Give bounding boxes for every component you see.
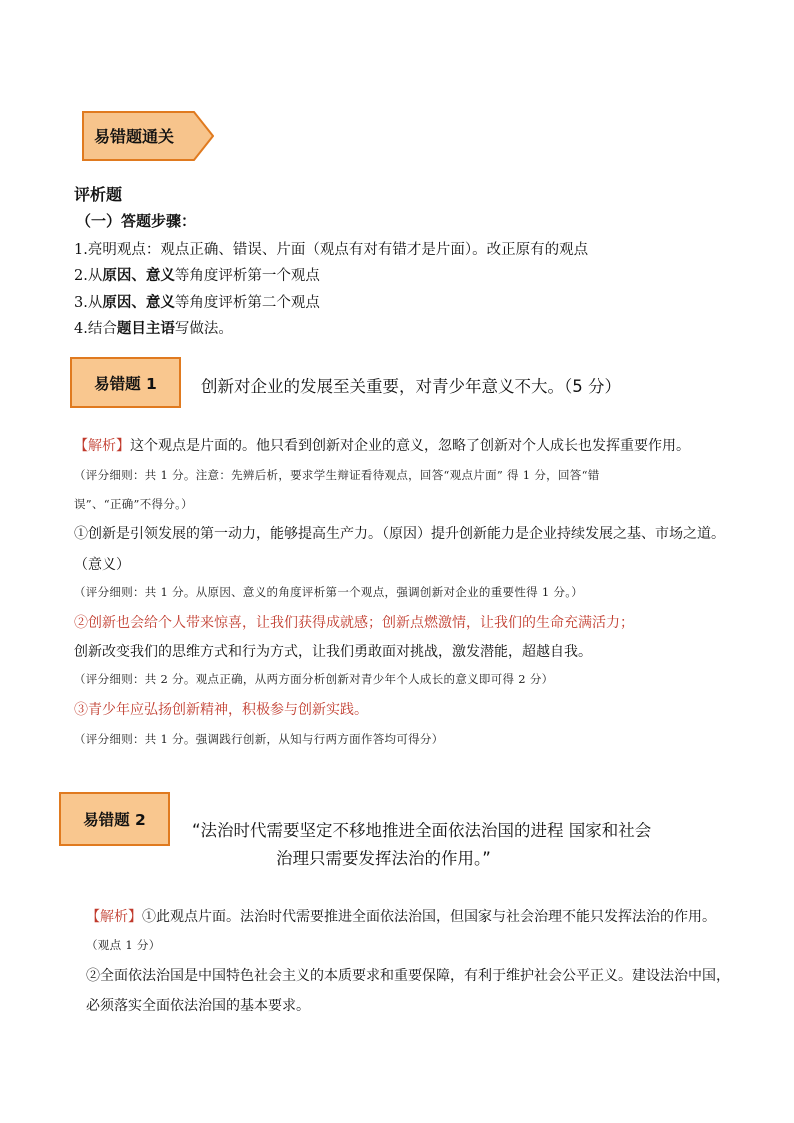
scoring-note-4: （评分细则：共 1 分。强调践行创新，从知与行两方面作答均可得分） <box>74 732 444 746</box>
question-2-text-line-1: “法治时代需要坚定不移地推进全面依法治国的进程 国家和社会 <box>192 821 652 840</box>
analysis-text: 这个观点是片面的。他只看到创新对企业的意义，忽略了创新对个人成长也发挥重要作用。 <box>130 438 690 454</box>
scoring-note-3: （评分细则：共 2 分。观点正确，从两方面分析创新对青少年个人成长的意义即可得 2 分） <box>74 672 554 686</box>
q2-point-2-line-1: ②全面依法治国是中国特色社会主义的本质要求和重要保障，有利于维护社会公平正义。建设法治中国， <box>86 968 730 984</box>
step-2-suffix: 等角度评析第一个观点 <box>174 268 320 284</box>
step-2 <box>74 264 320 285</box>
q2-scoring-note-1: （观点 1 分） <box>86 938 161 952</box>
scoring-note-1a: （评分细则：共 1 分。注意：先辨后析，要求学生辩证看待观点，回答“观点片面” 得 1 分，回答“错 <box>74 468 600 482</box>
point-2-line-1: ②创新也会给个人带来惊喜，让我们获得成就感；创新点燃激情，让我们的生命充满活力； <box>74 615 634 631</box>
point-3: ③青少年应弘扬创新精神，积极参与创新实践。 <box>74 702 368 718</box>
analysis-tag-2: 【解析】 <box>86 909 142 925</box>
step-1 <box>74 238 588 259</box>
step-3-suffix: 等角度评析第二个观点 <box>174 295 320 311</box>
banner-label: 易错题通关 <box>94 127 175 146</box>
q2-point-2-line-2: 必须落实全面依法治国的基本要求。 <box>86 998 310 1014</box>
step-1-text: 1.亮明观点：观点正确、错误、片面（观点有对有错才是片面）。改正原有的观点 <box>74 242 589 258</box>
step-4-bold: 题目主语 <box>116 320 175 337</box>
step-2-bold: 原因、意义 <box>102 267 175 284</box>
question-2-tag: 易错题 2 <box>59 792 170 846</box>
section-banner <box>82 111 214 161</box>
question-1-analysis <box>74 435 690 455</box>
point-2-line-2: 创新改变我们的思维方式和行为方式，让我们勇敢面对挑战，激发潜能，超越自我。 <box>74 644 592 660</box>
step-4 <box>74 317 233 338</box>
scoring-note-2: （评分细则：共 1 分。从原因、意义的角度评析第一个观点，强调创新对企业的重要性得 1 分。） <box>74 585 584 599</box>
point-1-line-2: （意义） <box>74 557 130 573</box>
step-2-prefix: 2.从 <box>74 268 103 284</box>
analysis-text-2: ①此观点片面。法治时代需要推进全面依法治国，但国家与社会治理不能只发挥法治的作用。 <box>142 909 716 925</box>
question-2-analysis <box>86 906 716 926</box>
question-1-text: 创新对企业的发展至关重要，对青少年意义不大。（5 分） <box>201 377 621 396</box>
scoring-note-1b: 误”、“正确”不得分。） <box>74 497 193 511</box>
question-2-text-line-2: 治理只需要发挥法治的作用。” <box>276 849 491 868</box>
question-1-tag: 易错题 1 <box>70 357 181 408</box>
step-3-bold: 原因、意义 <box>102 294 175 311</box>
step-4-prefix: 4.结合 <box>74 321 117 337</box>
point-1-line-1: ①创新是引领发展的第一动力，能够提高生产力。（原因）提升创新能力是企业持续发展之基、市场之道。 <box>74 526 725 542</box>
step-4-suffix: 写做法。 <box>174 321 233 337</box>
section-title: 评析题 <box>74 185 123 204</box>
step-3 <box>74 291 320 312</box>
section-subtitle: （一）答题步骤： <box>76 212 197 230</box>
analysis-tag: 【解析】 <box>74 438 130 454</box>
step-3-prefix: 3.从 <box>74 295 103 311</box>
